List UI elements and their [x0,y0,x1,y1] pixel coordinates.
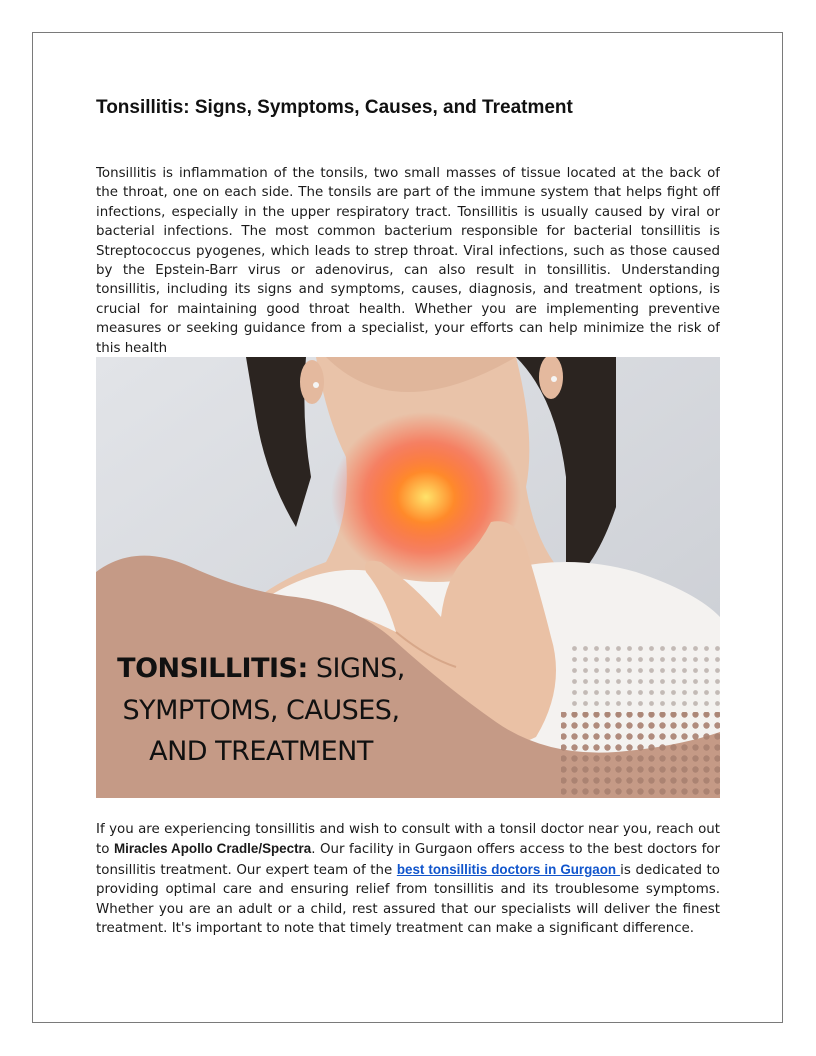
outro-paragraph [96,820,720,938]
tonsillitis-banner-image [96,357,720,798]
banner-heading-line-1-rest: SIGNS, [307,653,405,684]
banner-heading-bold: TONSILLITIS: [117,653,308,684]
banner-heading-line-2: SYMPTOMS, CAUSES, [122,695,400,726]
banner-heading-line-3: AND TREATMENT [149,736,373,767]
outro-text-2: . Our facility in Gurgaon offers access to the best doctors for tonsillitis treatment. Our expert team of the [96,842,720,878]
banner-illustration [96,357,720,798]
intro-paragraph: Tonsillitis is inflammation of the tonsils, two small masses of tissue located at the back of the throat, one on each side. The tonsils are part of the immune system that helps fight off infections, especially in the upper respiratory tract. Tonsillitis is usually caused by viral or bacterial infections. The most common bacterium responsible for bacterial tonsillitis is Streptococcus pyogenes, which leads to strep throat. Viral infections, such as those caused by the Epstein-Barr virus or adenovirus, can also result in tonsillitis. Understanding tonsillitis, including its signs and symptoms, causes, diagnosis, and treatment options, is crucial for maintaining good throat health. Whether you are implementing preventive measures or seeking guidance from a specialist, your efforts can help minimize the risk of this health [96,166,720,356]
best-doctors-link[interactable]: best tonsillitis doctors in Gurgaon [396,861,621,877]
brand-name: Miracles Apollo Cradle/Spectra [113,841,312,857]
outro-text-1: If you are experiencing tonsillitis and wish to consult with a tonsil doctor near you, reach out to [96,822,720,858]
document-title: Tonsillitis: Signs, Symptoms, Causes, and Treatment [96,97,573,118]
outro-text-3: is dedicated to providing optimal care and ensuring relief from tonsillitis and its troublesome symptoms. Whether you are an adult or a child, rest assured that our specialists will deliver the finest treatment. It's important to note that timely treatment can make a significant difference. [96,862,720,937]
